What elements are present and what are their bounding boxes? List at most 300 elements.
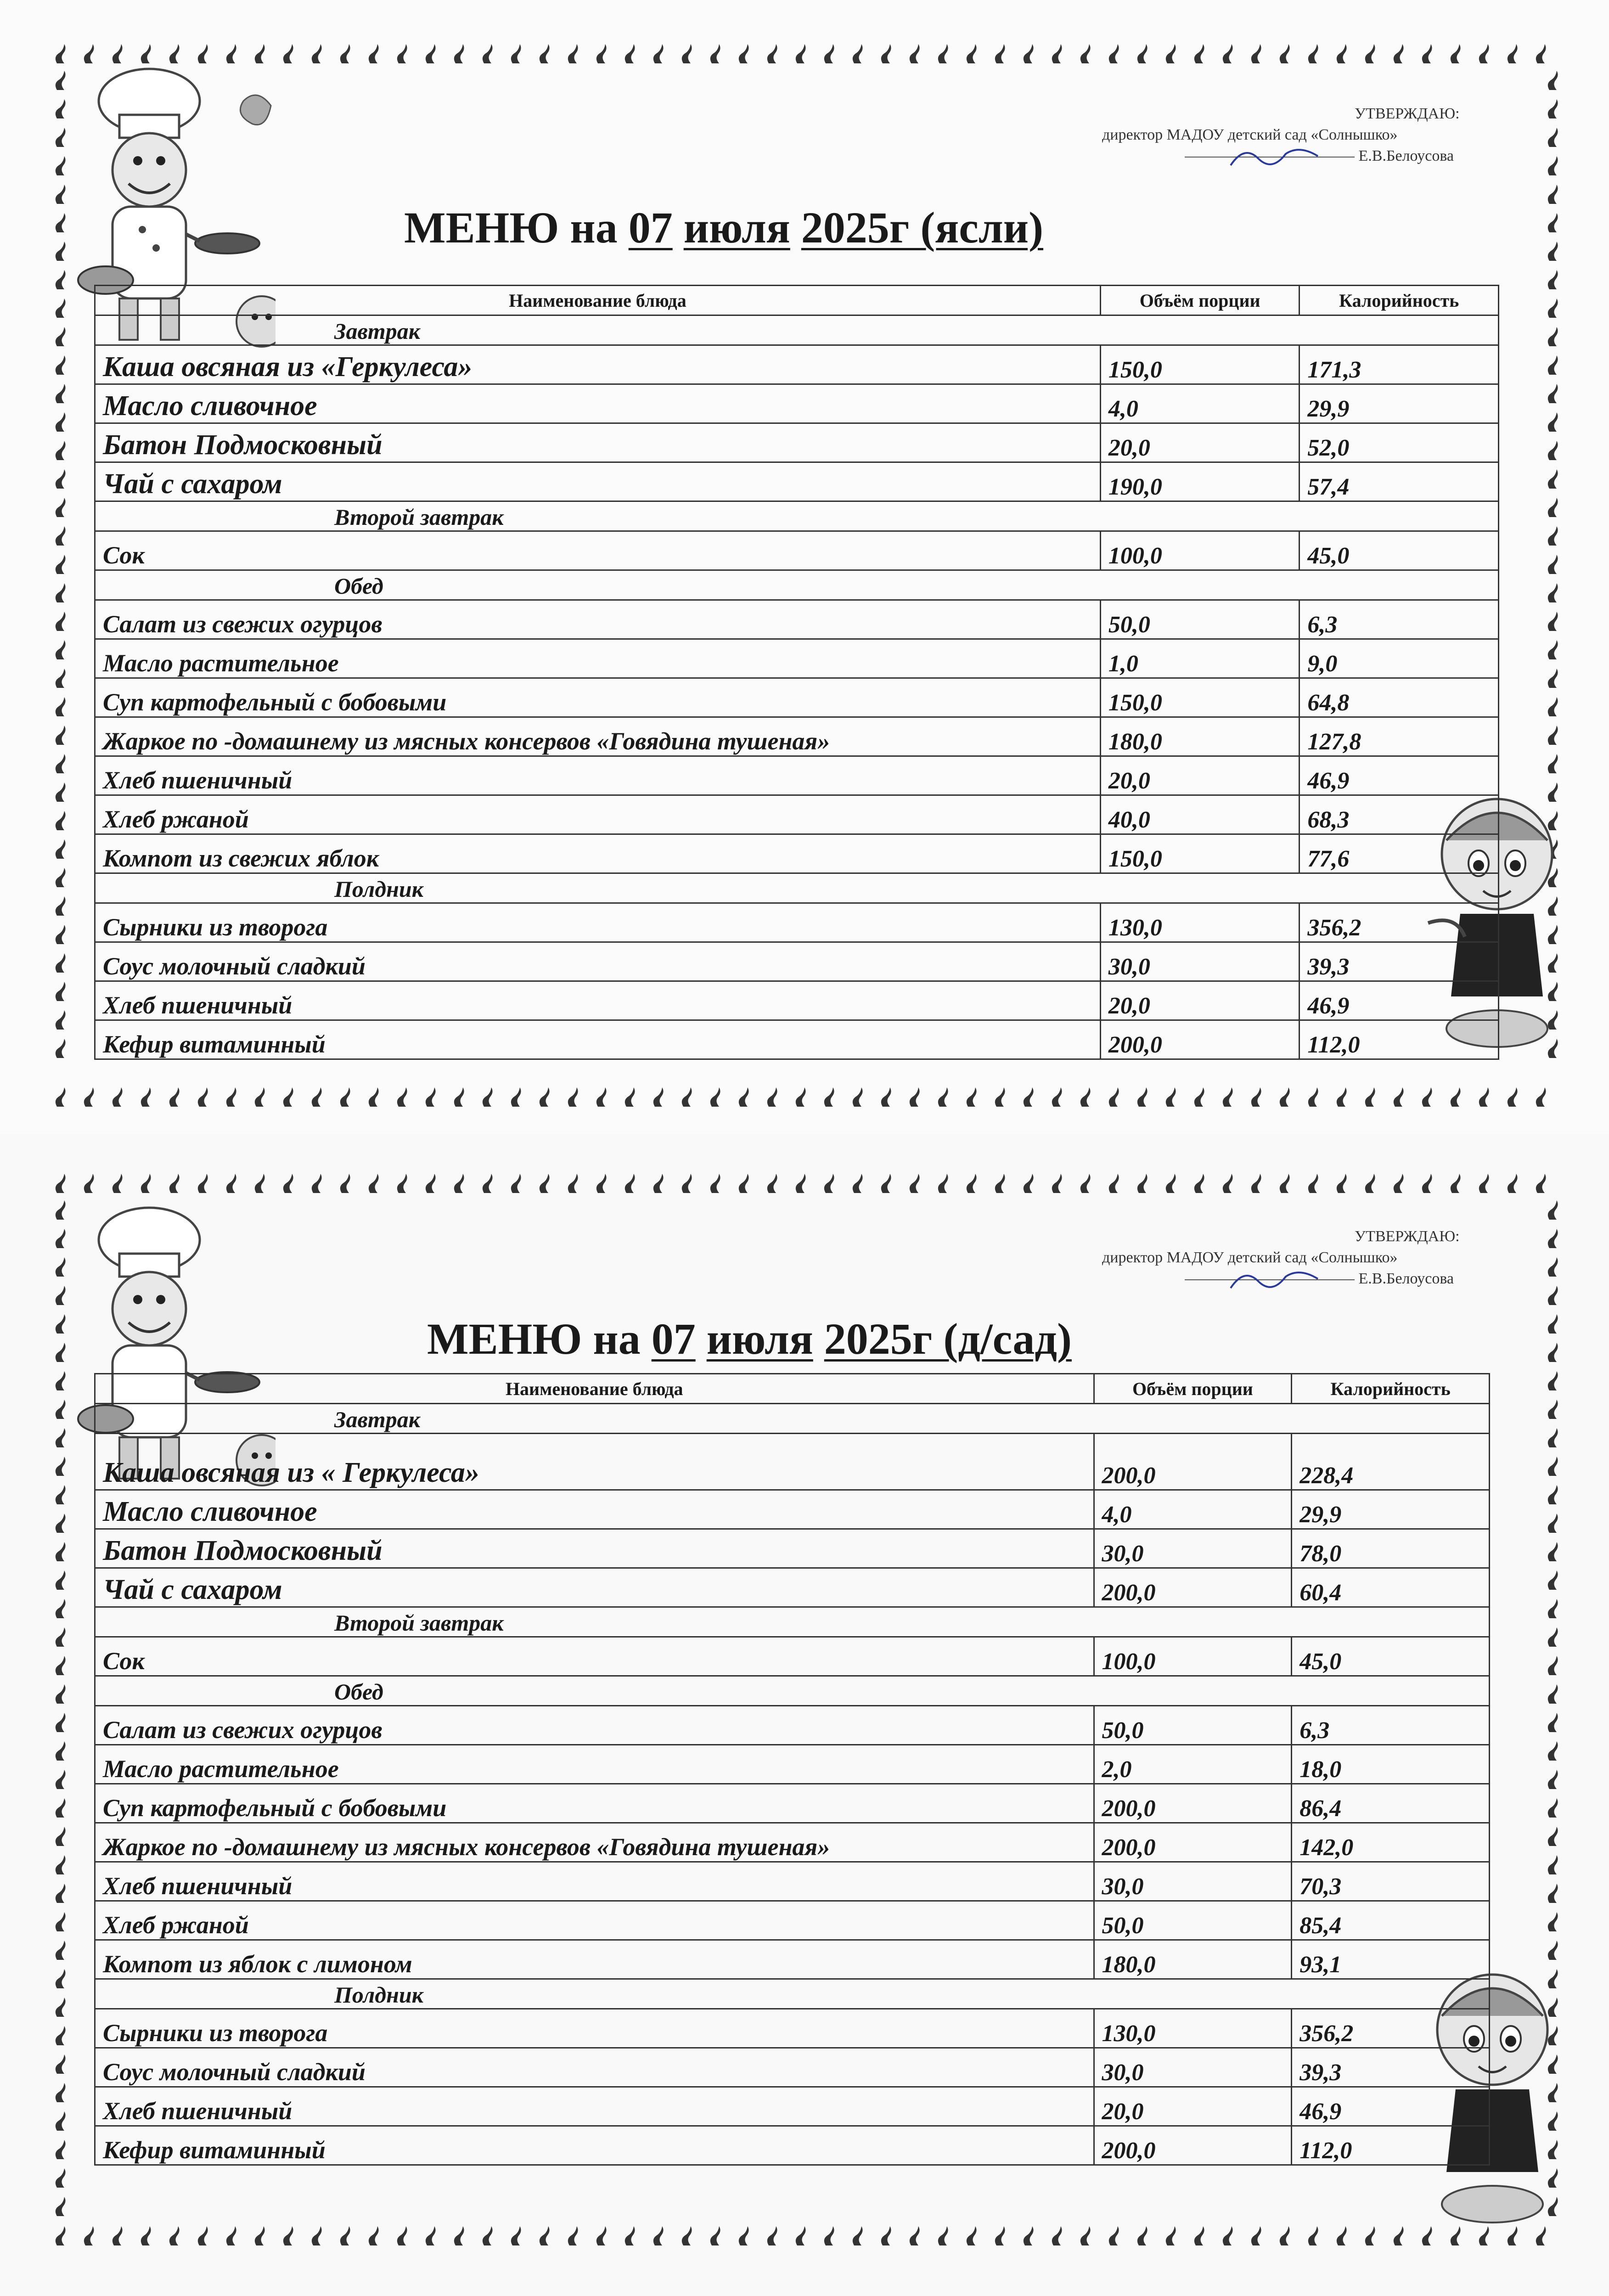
border-ornament [1052, 2226, 1062, 2245]
border-ornament [1223, 1174, 1233, 1193]
table-row [95, 834, 1499, 873]
border-ornament [1422, 44, 1432, 63]
dish-name: Масло растительное [95, 1745, 1094, 1784]
border-ornament [312, 44, 322, 63]
border-ornament [56, 270, 66, 289]
border-ornament [56, 1656, 66, 1675]
border-ornament [426, 44, 436, 63]
border-ornament [1548, 71, 1558, 90]
border-ornament [1109, 1087, 1119, 1107]
border-ornament [1548, 242, 1558, 261]
border-ornament [56, 2083, 66, 2102]
table-row [95, 981, 1499, 1020]
border-ornament [56, 2140, 66, 2159]
border-ornament [169, 1087, 180, 1107]
border-ornament [1548, 669, 1558, 688]
border-ornament [682, 1174, 692, 1193]
border-ornament [56, 526, 66, 546]
approval-director-name: Е.В.Белоусова [1358, 1270, 1454, 1287]
border-ornament [340, 2226, 350, 2245]
border-ornament [1548, 697, 1558, 716]
dish-calories: 112,0 [1300, 1020, 1499, 1059]
section-row [95, 501, 1499, 531]
border-ornament [1548, 1855, 1558, 1874]
dish-portion: 30,0 [1094, 1529, 1292, 1568]
border-ornament [56, 242, 66, 261]
dish-portion: 2,0 [1094, 1745, 1292, 1784]
title-year: 2025г (ясли) [801, 203, 1044, 252]
border-ornament [454, 1174, 464, 1193]
dish-calories: 46,9 [1292, 2087, 1490, 2126]
border-ornament [1308, 1087, 1318, 1107]
dish-portion: 20,0 [1100, 756, 1300, 795]
border-ornament [169, 44, 180, 63]
table-row [95, 462, 1499, 501]
dish-portion: 130,0 [1094, 2009, 1292, 2048]
border-ornament [1109, 2226, 1119, 2245]
border-ornament [1548, 726, 1558, 745]
approval-signature-row [1102, 146, 1460, 167]
border-ornament [56, 469, 66, 489]
border-ornament [1548, 441, 1558, 460]
section-row [95, 315, 1499, 345]
title-month: июля [683, 203, 790, 252]
table-row [95, 2009, 1490, 2048]
dish-name: Соус молочный сладкий [95, 2048, 1094, 2087]
column-header: Наименование блюда [95, 1374, 1094, 1404]
border-ornament [1548, 1457, 1558, 1476]
dish-portion: 4,0 [1094, 1490, 1292, 1529]
border-ornament [56, 2054, 66, 2074]
dish-calories: 64,8 [1300, 678, 1499, 717]
title-day: 07 [628, 203, 673, 252]
border-ornament [56, 1514, 66, 1533]
border-ornament [56, 925, 66, 944]
border-ornament [113, 44, 123, 63]
border-ornament [198, 1087, 208, 1107]
dish-name: Салат из свежих огурцов [95, 1706, 1094, 1745]
dish-portion: 200,0 [1100, 1020, 1300, 1059]
dish-name: Чай с сахаром [95, 462, 1101, 501]
table-header-row [95, 1374, 1490, 1404]
dish-calories: 57,4 [1300, 462, 1499, 501]
border-ornament [1337, 1087, 1347, 1107]
dish-calories: 356,2 [1300, 903, 1499, 942]
dish-name: Сырники из творога [95, 2009, 1094, 2048]
border-ornament [56, 44, 66, 63]
dish-calories: 9,0 [1300, 639, 1499, 678]
border-ornament [56, 498, 66, 517]
border-ornament [141, 2226, 151, 2245]
border-ornament [511, 1087, 521, 1107]
table-row [95, 2048, 1490, 2087]
border-ornament [1194, 1174, 1204, 1193]
border-ornament [56, 669, 66, 688]
border-ornament [1548, 1798, 1558, 1818]
border-ornament [1280, 44, 1290, 63]
border-ornament [710, 1174, 720, 1193]
border-ornament [1548, 327, 1558, 346]
border-ornament [56, 1174, 66, 1193]
border-ornament [397, 1174, 407, 1193]
approval-label: УТВЕРЖДАЮ: [1355, 105, 1460, 122]
border-ornament [1251, 44, 1261, 63]
section-title: Обед [95, 570, 1499, 600]
border-ornament [1548, 1656, 1558, 1675]
border-ornament [56, 2168, 66, 2188]
dish-calories: 70,3 [1292, 1862, 1490, 1901]
dish-name: Жаркое по -домашнему из мясных консервов «Говядина тушеная» [95, 717, 1101, 756]
table-row [95, 1940, 1490, 1979]
dish-portion: 150,0 [1100, 345, 1300, 384]
title-year: 2025г (д/сад) [824, 1314, 1072, 1363]
table-row [95, 903, 1499, 942]
border-ornament [56, 640, 66, 659]
column-header: Объём порции [1100, 286, 1300, 315]
table-row [95, 717, 1499, 756]
dish-calories: 18,0 [1292, 1745, 1490, 1784]
border-ornament [596, 1174, 607, 1193]
border-ornament [56, 185, 66, 204]
border-ornament [710, 2226, 720, 2245]
dish-portion: 200,0 [1094, 1823, 1292, 1862]
border-ornament [483, 1087, 493, 1107]
border-ornament [739, 44, 749, 63]
border-ornament [511, 1174, 521, 1193]
border-ornament [56, 1912, 66, 1931]
table-row [95, 1529, 1490, 1568]
border-ornament [1548, 526, 1558, 546]
border-ornament [283, 44, 293, 63]
border-ornament [1479, 44, 1489, 63]
dish-portion: 30,0 [1100, 942, 1300, 981]
border-ornament [56, 1741, 66, 1761]
border-ornament [1365, 1087, 1375, 1107]
dish-name: Кефир витаминный [95, 2126, 1094, 2165]
dish-portion: 30,0 [1094, 2048, 1292, 2087]
border-ornament [1548, 355, 1558, 375]
border-ornament [1024, 44, 1034, 63]
border-ornament [1479, 1174, 1489, 1193]
border-ornament [938, 44, 948, 63]
dish-name: Хлеб пшеничный [95, 2087, 1094, 2126]
border-ornament [1548, 469, 1558, 489]
border-ornament [995, 2226, 1005, 2245]
border-ornament [1548, 412, 1558, 432]
border-ornament [312, 1174, 322, 1193]
column-header: Калорийность [1292, 1374, 1490, 1404]
border-ornament [1365, 44, 1375, 63]
border-ornament [682, 1087, 692, 1107]
dish-calories: 46,9 [1300, 981, 1499, 1020]
border-ornament [226, 1087, 236, 1107]
border-ornament [1548, 1485, 1558, 1504]
border-ornament [56, 1827, 66, 1846]
border-ornament [340, 44, 350, 63]
border-ornament [1548, 1827, 1558, 1846]
border-ornament [1137, 44, 1148, 63]
dish-portion: 200,0 [1094, 1568, 1292, 1607]
dish-calories: 78,0 [1292, 1529, 1490, 1568]
border-ornament [454, 44, 464, 63]
border-ornament [483, 1174, 493, 1193]
dish-name: Масло сливочное [95, 1490, 1094, 1529]
border-ornament [56, 2226, 66, 2245]
border-ornament [56, 71, 66, 90]
border-ornament [1548, 1514, 1558, 1533]
border-ornament [1080, 1174, 1091, 1193]
signature-icon [1226, 140, 1327, 172]
border-ornament [1080, 1087, 1091, 1107]
border-ornament [56, 754, 66, 773]
border-ornament [56, 1713, 66, 1732]
border-ornament [1137, 1087, 1148, 1107]
border-ornament [1137, 1174, 1148, 1193]
border-ornament [113, 1174, 123, 1193]
border-ornament [1166, 1087, 1176, 1107]
border-ornament [1308, 1174, 1318, 1193]
border-ornament [1024, 1174, 1034, 1193]
border-ornament [540, 1174, 550, 1193]
dish-calories: 39,3 [1292, 2048, 1490, 2087]
table-row [95, 345, 1499, 384]
border-ornament [540, 2226, 550, 2245]
border-ornament [511, 44, 521, 63]
border-ornament [56, 128, 66, 147]
section-title: Завтрак [95, 315, 1499, 345]
border-ornament [1548, 99, 1558, 118]
border-ornament [56, 811, 66, 830]
title-month: июля [706, 1314, 813, 1363]
border-ornament [56, 1010, 66, 1030]
table-row [95, 1490, 1490, 1529]
border-ornament [1548, 1884, 1558, 1903]
border-ornament [824, 2226, 834, 2245]
border-ornament [1548, 1741, 1558, 1761]
title-prefix: МЕНЮ на [427, 1314, 641, 1363]
dish-portion: 200,0 [1094, 2126, 1292, 2165]
border-ornament [1508, 1087, 1518, 1107]
dish-portion: 180,0 [1100, 717, 1300, 756]
border-ornament [853, 44, 863, 63]
dish-calories: 77,6 [1300, 834, 1499, 873]
dish-calories: 86,4 [1292, 1784, 1490, 1823]
dish-name: Чай с сахаром [95, 1568, 1094, 1607]
section-title: Полдник [95, 873, 1499, 903]
border-ornament [56, 953, 66, 973]
border-ornament [1166, 1174, 1176, 1193]
border-ornament [938, 2226, 948, 2245]
border-ornament [198, 1174, 208, 1193]
signature-line [1185, 1279, 1355, 1280]
border-ornament [710, 44, 720, 63]
section-row [95, 1979, 1490, 2009]
border-ornament [56, 1229, 66, 1248]
border-ornament [397, 2226, 407, 2245]
border-ornament [967, 2226, 977, 2245]
column-header: Калорийность [1300, 286, 1499, 315]
dish-calories: 85,4 [1292, 1901, 1490, 1940]
dish-calories: 45,0 [1300, 531, 1499, 570]
border-ornament [1548, 583, 1558, 602]
table-row [95, 2087, 1490, 2126]
border-ornament [56, 1087, 66, 1107]
border-ornament [56, 1200, 66, 1220]
border-ornament [283, 1174, 293, 1193]
border-ornament [1548, 754, 1558, 773]
border-ornament [938, 1174, 948, 1193]
border-ornament [1548, 1542, 1558, 1561]
dish-calories: 29,9 [1292, 1490, 1490, 1529]
border-ornament [568, 1174, 578, 1193]
border-ornament [1548, 1912, 1558, 1931]
border-ornament [255, 44, 265, 63]
table-row [95, 1568, 1490, 1607]
border-ornament [56, 327, 66, 346]
dish-portion: 180,0 [1094, 1940, 1292, 1979]
dish-name: Масло сливочное [95, 384, 1101, 423]
table-row [95, 1901, 1490, 1940]
border-ornament [1280, 2226, 1290, 2245]
border-ornament [283, 2226, 293, 2245]
border-ornament [1080, 44, 1091, 63]
border-ornament [56, 726, 66, 745]
border-ornament [1548, 1343, 1558, 1362]
approval-block [1102, 103, 1460, 167]
border-ornament [1548, 185, 1558, 204]
table-row [95, 1823, 1490, 1862]
border-ornament [653, 2226, 664, 2245]
section-row [95, 1676, 1490, 1706]
signature-line [1185, 157, 1355, 158]
dish-portion: 20,0 [1100, 423, 1300, 462]
dish-name: Сок [95, 531, 1101, 570]
section-title: Обед [95, 1676, 1490, 1706]
dish-portion: 40,0 [1100, 795, 1300, 834]
border-ornament [739, 1174, 749, 1193]
border-ornament [1280, 1174, 1290, 1193]
border-ornament [56, 782, 66, 802]
border-ornament [1548, 1684, 1558, 1704]
dish-portion: 50,0 [1100, 600, 1300, 639]
border-ornament [426, 1087, 436, 1107]
border-ornament [1194, 1087, 1204, 1107]
border-ornament [910, 1174, 920, 1193]
border-ornament [283, 1087, 293, 1107]
border-ornament [113, 1087, 123, 1107]
table-row [95, 639, 1499, 678]
border-ornament [682, 2226, 692, 2245]
table-row [95, 1862, 1490, 1901]
border-ornament [1251, 2226, 1261, 2245]
border-ornament [881, 1174, 891, 1193]
border-ornament [796, 2226, 806, 2245]
border-ornament [369, 2226, 379, 2245]
border-ornament [1137, 2226, 1148, 2245]
border-ornament [56, 1998, 66, 2017]
border-ornament [1548, 1371, 1558, 1390]
border-ornament [853, 1174, 863, 1193]
dish-calories: 6,3 [1292, 1706, 1490, 1745]
dish-name: Хлеб ржаной [95, 1901, 1094, 1940]
dish-calories: 68,3 [1300, 795, 1499, 834]
border-ornament [824, 1087, 834, 1107]
border-ornament [113, 2226, 123, 2245]
border-ornament [1548, 156, 1558, 175]
border-ornament [84, 1087, 94, 1107]
border-ornament [1024, 1087, 1034, 1107]
dish-portion: 50,0 [1094, 1706, 1292, 1745]
border-ornament [56, 412, 66, 432]
approval-signature-row [1102, 1268, 1460, 1289]
section-row [95, 873, 1499, 903]
border-ornament [1223, 2226, 1233, 2245]
border-ornament [369, 1174, 379, 1193]
table-row [95, 1745, 1490, 1784]
border-ornament [1251, 1174, 1261, 1193]
border-ornament [1451, 1174, 1461, 1193]
border-ornament [141, 1087, 151, 1107]
section-title: Второй завтрак [95, 1607, 1490, 1637]
border-ornament [84, 2226, 94, 2245]
dish-portion: 30,0 [1094, 1862, 1292, 1901]
border-ornament [625, 44, 635, 63]
menu-table [94, 1373, 1490, 2166]
table-row [95, 795, 1499, 834]
border-ornament [56, 1855, 66, 1874]
section-row [95, 1404, 1490, 1434]
dish-portion: 20,0 [1100, 981, 1300, 1020]
border-ornament [56, 1257, 66, 1277]
border-ornament [910, 2226, 920, 2245]
dish-calories: 228,4 [1292, 1434, 1490, 1490]
column-header: Наименование блюда [95, 286, 1101, 315]
border-ornament [141, 44, 151, 63]
table-row [95, 1637, 1490, 1676]
border-ornament [1422, 1174, 1432, 1193]
border-ornament [1548, 128, 1558, 147]
border-ornament [1194, 2226, 1204, 2245]
dish-name: Сок [95, 1637, 1094, 1676]
border-ornament [56, 839, 66, 859]
border-ornament [255, 1087, 265, 1107]
border-ornament [1548, 1599, 1558, 1618]
table-row [95, 756, 1499, 795]
border-ornament [56, 1428, 66, 1447]
border-ornament [767, 1087, 777, 1107]
border-ornament [625, 1087, 635, 1107]
dish-name: Жаркое по -домашнему из мясных консервов «Говядина тушеная» [95, 1823, 1094, 1862]
border-ornament [596, 2226, 607, 2245]
dish-name: Каша овсяная из « Геркулеса» [95, 1434, 1094, 1490]
border-ornament [198, 2226, 208, 2245]
dish-calories: 52,0 [1300, 423, 1499, 462]
border-ornament [56, 1627, 66, 1647]
dish-portion: 100,0 [1094, 1637, 1292, 1676]
border-ornament [1337, 1174, 1347, 1193]
border-ornament [226, 44, 236, 63]
border-ornament [56, 1343, 66, 1362]
border-ornament [1337, 2226, 1347, 2245]
border-ornament [56, 2026, 66, 2045]
border-ornament [1451, 1087, 1461, 1107]
dish-portion: 150,0 [1100, 834, 1300, 873]
border-ornament [1422, 1087, 1432, 1107]
border-ornament [881, 2226, 891, 2245]
signature-icon [1226, 1263, 1327, 1295]
page-title [404, 202, 1043, 253]
dish-name: Хлеб пшеничный [95, 981, 1101, 1020]
